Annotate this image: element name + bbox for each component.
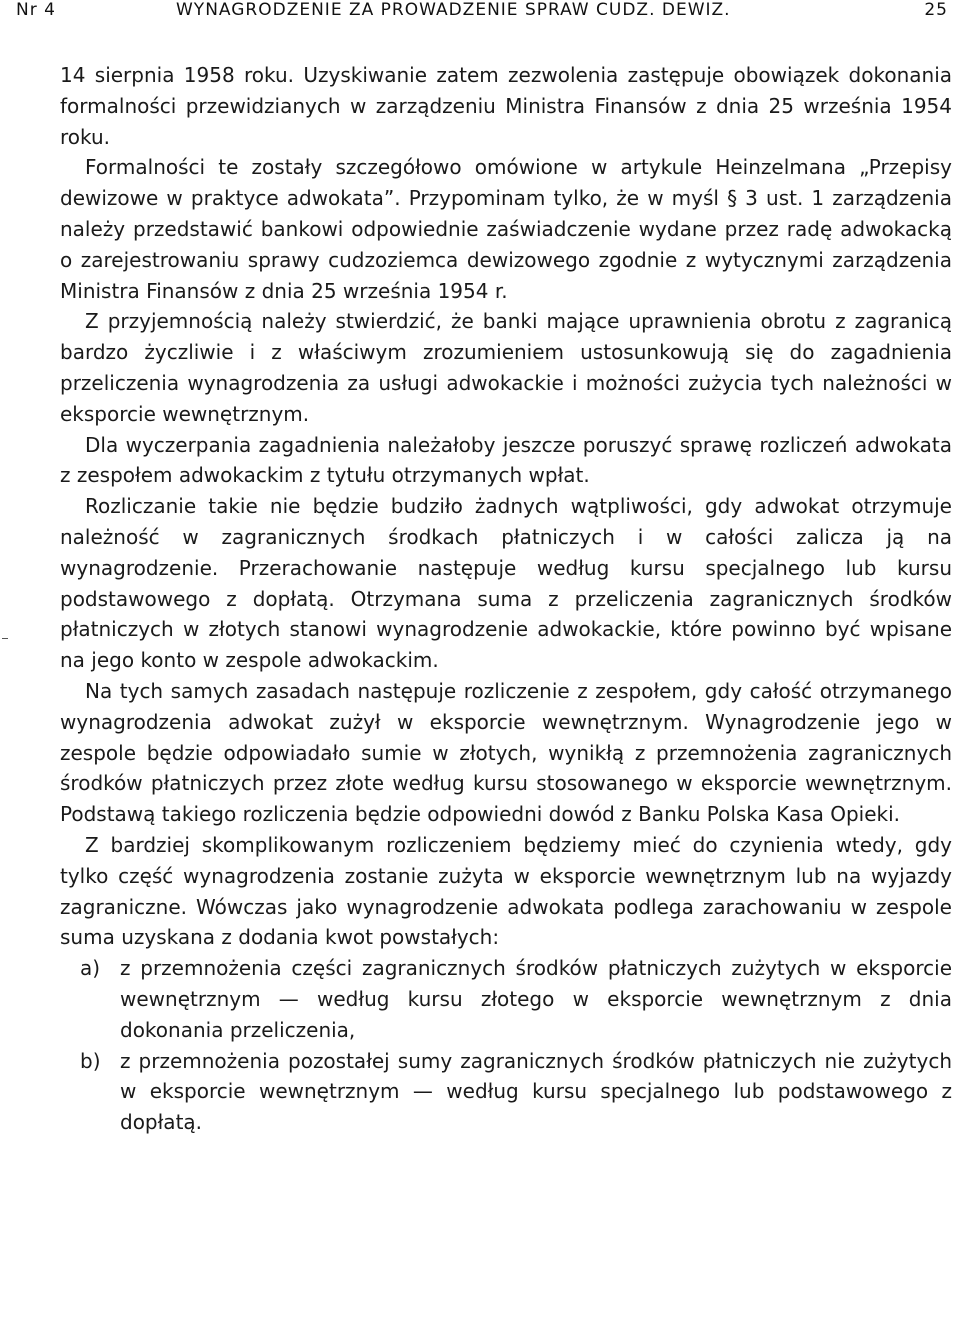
list-item-text: z przemnożenia pozostałej sumy zagranicznych środków płatniczych nie zużytych w eksporcie wewnętrznym — według kursu specjalnego lub podstawowego z dopłatą. — [120, 1048, 952, 1135]
issue-number: Nr 4 — [16, 0, 56, 20]
list-item-text: z przemnożenia części zagranicznych środków płatniczych zużytych w eksporcie wewnętrznym — według kursu złotego w eksporcie wewnętrznym z dnia dokonania przeliczenia, — [120, 956, 952, 1042]
margin-mark — [2, 638, 8, 639]
paragraph: Dla wyczerpania zagadnienia należałoby jeszcze poruszyć sprawę rozliczeń adwokata z zespołem adwokackim z tytułu otrzymanych wpłat. — [60, 432, 952, 488]
list-marker: a) — [80, 956, 101, 981]
paragraph-continuation: 14 sierpnia 1958 roku. Uzyskiwanie zatem zezwolenia zastępuje obowiązek dokonania formalności przewidzianych w zarządzeniu Ministra Finansów z dnia 25 września 1954 roku. — [60, 63, 952, 149]
paragraph: Z przyjemnością należy stwierdzić, że banki mające uprawnienia obrotu z zagranicą bardzo życzliwie i z właściwym zrozumieniem ustosunkowują się do zagadnienia przeliczenia wynagrodzenia za usługi adwokackie i możności zużycia tych należności w eksporcie wewnętrznym. — [60, 309, 952, 426]
running-header — [16, 0, 948, 36]
paragraph: Formalności te zostały szczegółowo omówione w artykule Heinzelmana „Przepisy dewizowe w praktyce adwokata”. Przypominam tylko, że w myśl § 3 ust. 1 zarządzenia należy przedstawić bankowi odpowiednie zaświadczenie wydane przez radę adwokacką o zarejestrowaniu sprawy cudzoziemca dewizowego zgodnie z wytycznymi zarządzenia Ministra Finansów z dnia 25 września 1954 r. — [60, 155, 952, 303]
page-number: 25 — [924, 0, 948, 20]
list-marker: b) — [80, 1048, 101, 1073]
list-item — [60, 953, 952, 1045]
paragraph: Na tych samych zasadach następuje rozliczenie z zespołem, gdy całość otrzymanego wynagrodzenia adwokat zużył w eksporcie wewnętrznym. Wynagrodzenie jego w zespole będzie odpowiadało sumie w złotych, wynikłą z przemnożenia zagranicznych środków płatniczych przez złote według kursu stosowanego w eksporcie wewnętrznym. Podstawą takiego rozliczenia będzie odpowiedni dowód z Banku Polska Kasa Opieki. — [60, 678, 952, 827]
running-title: WYNAGRODZENIE ZA PROWADZENIE SPRAW CUDZ. DEWIZ. — [176, 0, 731, 20]
list-item — [60, 1046, 952, 1138]
paragraph: Z bardziej skomplikowanym rozliczeniem będziemy mieć do czynienia wtedy, gdy tylko część wynagrodzenia zostanie zużyta w eksporcie wewnętrznym lub na wyjazdy zagraniczne. Wówczas jako wynagrodzenie adwokata podlega zarachowaniu w zespole suma uzyskana z dodania kwot powstałych: — [60, 832, 952, 950]
enumerated-list — [60, 953, 952, 1138]
article-body — [60, 60, 952, 1138]
paragraph: Rozliczanie takie nie będzie budziło żadnych wątpliwości, gdy adwokat otrzymuje należność w zagranicznych środkach płatniczych i w całości zalicza ją na wynagrodzenie. Przerachowanie następuje według kursu specjalnego lub kursu podstawowego z dopłatą. Otrzymana suma z przeliczenia zagranicznych środków płatniczych w złotych stanowi wynagrodzenie adwokackie, które powinno być wpisane na jego konto w zespole adwokackim. — [60, 494, 952, 673]
